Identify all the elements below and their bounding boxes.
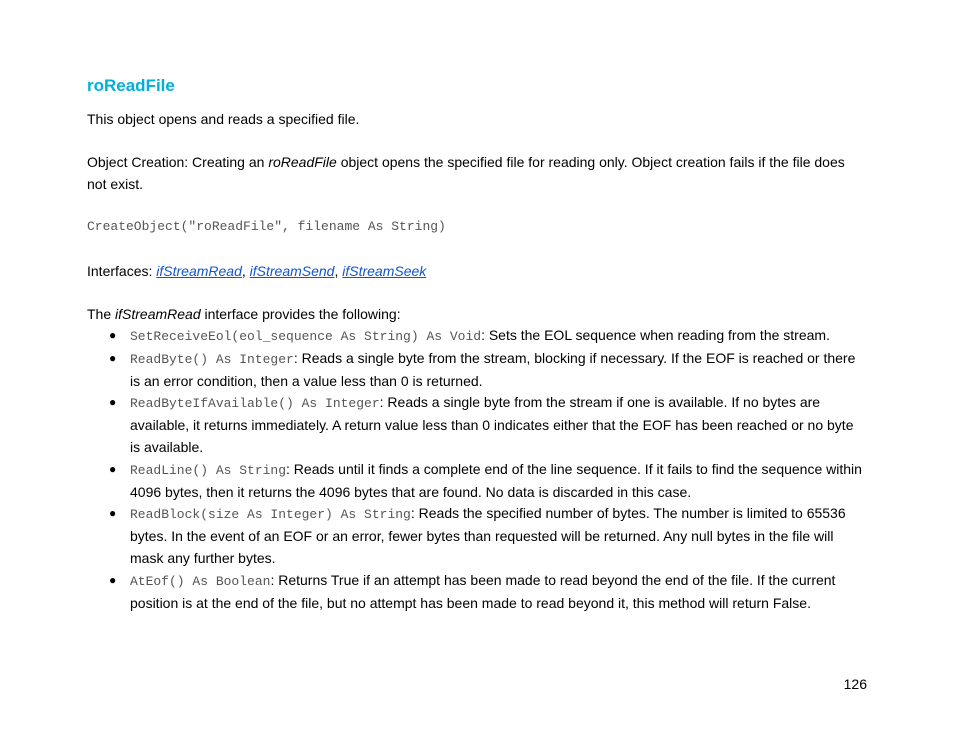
bullet-icon: ● [109, 350, 117, 365]
creation-suffix: object opens the specified file for reading only. Object creation fails if the file does not exist. [87, 154, 845, 192]
method-signature: AtEof() As Boolean [130, 573, 271, 589]
link-ifstreamsend[interactable]: ifStreamSend [249, 263, 335, 279]
list-item [87, 570, 867, 615]
list-item [87, 392, 867, 458]
method-signature: ReadByteIfAvailable() As Integer [130, 396, 380, 412]
code-example: CreateObject("roReadFile", filename As String) [87, 219, 446, 234]
interfaces-label: Interfaces: [87, 263, 157, 279]
bullet-icon: ● [109, 506, 117, 521]
bullet-icon: ● [109, 461, 117, 476]
method-description: : Reads a single byte from the stream, blocking if necessary. If the EOF is reached or there is an error condition, then a value less than 0 is returned. [130, 349, 856, 389]
list-item [87, 325, 867, 348]
method-signature: ReadBlock(size As Integer) As String [130, 507, 411, 523]
bullet-icon: ● [109, 572, 117, 587]
method-description: : Reads until it finds a complete end of the line sequence. If it fails to find the sequence within 4096 bytes, then it returns the 4096 bytes that are found. No data is discarded in this case. [130, 460, 862, 500]
interfaces-separator: , [241, 263, 250, 279]
page-number: 126 [843, 676, 867, 692]
provides-suffix: interface provides the following: [200, 306, 401, 322]
creation-prefix: Object Creation: Creating an [87, 154, 269, 170]
list-item [87, 503, 867, 569]
bullet-icon: ● [109, 328, 117, 342]
interfaces-paragraph [87, 260, 867, 282]
creation-paragraph [87, 151, 867, 195]
method-description: : Sets the EOL sequence when reading from the stream. [481, 327, 830, 343]
method-signature: ReadByte() As Integer [130, 351, 294, 367]
link-ifstreamseek[interactable]: ifStreamSeek [342, 263, 427, 279]
list-item [87, 348, 867, 393]
link-ifstreamread[interactable]: ifStreamRead [156, 263, 242, 279]
method-description: : Reads a single byte from the stream if one is available. If no bytes are available, it returns immediately. A return value less than 0 indicates either that the EOF has been reached or no byte is available. [130, 394, 854, 455]
intro-paragraph [87, 108, 867, 130]
method-signature: ReadLine() As String [130, 462, 287, 478]
intro-text: This object opens and reads a specified file. [87, 111, 360, 127]
list-item [87, 459, 867, 504]
bullet-icon: ● [109, 395, 117, 410]
page-title: roReadFile [87, 76, 175, 95]
provides-paragraph [87, 303, 867, 325]
method-signature: SetReceiveEol(eol_sequence As String) As Void [130, 329, 482, 344]
creation-object-name: roReadFile [268, 154, 337, 170]
provides-prefix: The [87, 306, 116, 322]
method-description: : Reads the specified number of bytes. The number is limited to 65536 bytes. In the event of an EOF or an error, fewer bytes than requested will be returned. Any null bytes in the file will mask any further bytes. [130, 505, 846, 566]
provides-interface-name: ifStreamRead [115, 306, 201, 322]
method-description: : Returns True if an attempt has been made to read beyond the end of the file. If the current position is at the end of the file, but no attempt has been made to read beyond it, this method will return False. [130, 571, 836, 611]
method-list [87, 325, 867, 614]
interfaces-separator: , [334, 263, 343, 279]
